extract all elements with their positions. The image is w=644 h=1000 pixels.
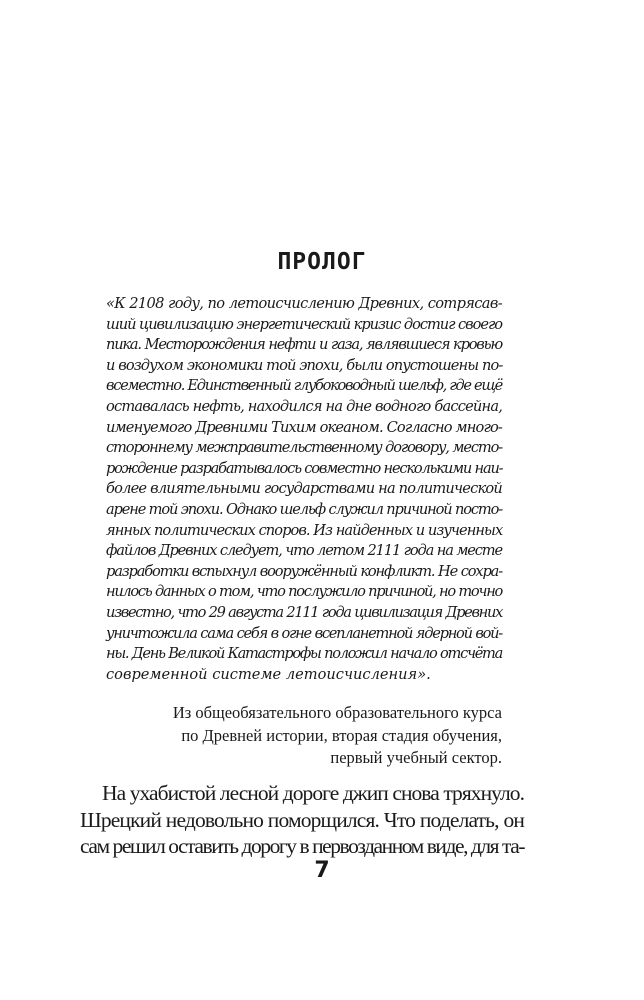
epigraph-line: янных политических споров. Из найденных и изученных — [106, 521, 503, 539]
epigraph — [106, 294, 502, 685]
epigraph-line: пика. Месторождения нефти и газа, являвшиеся кровью — [106, 336, 502, 354]
epigraph-line: рождение разрабатывалось совместно несколькими наи- — [106, 459, 503, 477]
epigraph-line: нилось данных о том, что послужило причиной, но точно — [106, 583, 502, 601]
epigraph-line: арене той эпохи. Однако шельф служил причиной посто- — [106, 500, 502, 518]
epigraph-line: оставалась нефть, находился на дне водного бассейна, — [106, 397, 503, 415]
epigraph-source — [102, 702, 502, 770]
epigraph-line: разработки вспыхнул вооружённый конфликт. Не сохра- — [106, 562, 502, 580]
source-line: первый учебный сектор. — [330, 748, 502, 767]
epigraph-line: ны. День Великой Катастрофы положил начало отсчёта — [106, 645, 502, 663]
body-line: Шрецкий недовольно поморщился. Что поделать, он — [80, 807, 524, 832]
epigraph-line: современной системе летоисчисления». — [106, 665, 431, 683]
epigraph-line: всеместно. Единственный глубоководный шельф, где ещё — [106, 377, 502, 395]
epigraph-line: уничтожила сама себя в огне всепланетной ядерной вой- — [106, 624, 502, 642]
epigraph-line: стороннему межправительственному договору, место- — [106, 439, 502, 457]
epigraph-line: и воздухом экономики той эпохи, были опустошены по- — [106, 356, 503, 374]
chapter-title: ПРОЛОГ — [277, 249, 367, 275]
epigraph-line: известно, что 29 августа 2111 года цивилизация Древних — [106, 603, 502, 621]
epigraph-line: «К 2108 году, по летоисчислению Древних, сотрясав- — [106, 295, 502, 312]
body-paragraph — [80, 780, 524, 860]
body-line: сам решил оставить дорогу в первозданном виде, для та- — [80, 834, 525, 858]
source-line: Из общеобязательного образовательного курса — [172, 703, 502, 722]
source-line: по Древней истории, вторая стадия обучения, — [181, 725, 502, 745]
epigraph-line: именуемого Древними Тихим океаном. Согласно много- — [106, 418, 502, 436]
epigraph-line: ший цивилизацию энергетический кризис достиг своего — [106, 315, 502, 333]
epigraph-line: более влиятельными государствами на политической — [106, 480, 502, 498]
page-number: 7 — [314, 858, 330, 883]
epigraph-line: файлов Древних следует, что летом 2111 года на месте — [106, 542, 502, 560]
body-line: На ухабистой лесной дороге джип снова тряхнуло. — [102, 781, 524, 805]
